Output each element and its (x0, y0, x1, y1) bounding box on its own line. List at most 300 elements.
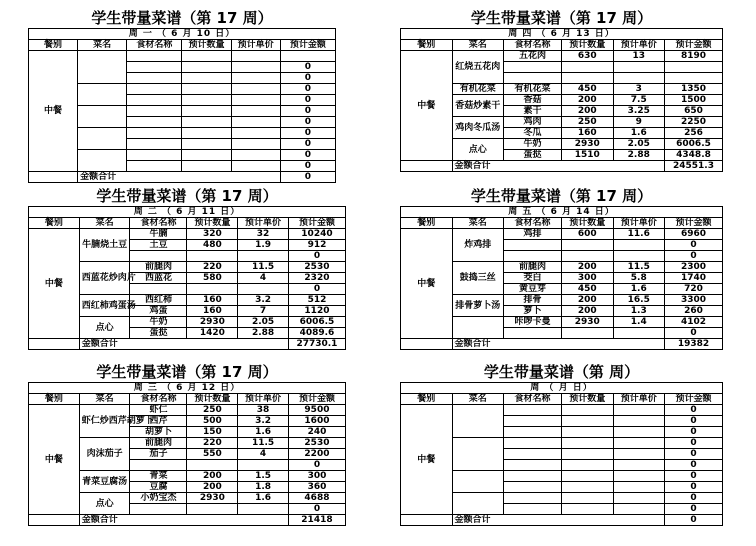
menu-panel-monday (28, 8, 336, 183)
unit-price (613, 405, 665, 416)
dish-name (452, 438, 504, 471)
ingredient-name (127, 84, 182, 95)
ingredient-name: 萝卜 (504, 306, 562, 317)
quantity (561, 449, 613, 460)
ingredient-name (127, 128, 182, 139)
quantity: 250 (187, 405, 238, 416)
column-header: 菜名 (452, 218, 504, 229)
quantity: 2930 (561, 317, 613, 328)
unit-price (231, 117, 280, 128)
quantity (182, 139, 231, 150)
column-header: 预计金额 (665, 218, 723, 229)
column-header: 餐别 (401, 40, 453, 51)
quantity (561, 405, 613, 416)
column-header: 预计数量 (561, 40, 613, 51)
unit-price (613, 482, 665, 493)
amount: 240 (288, 427, 345, 438)
unit-price (231, 128, 280, 139)
ingredient-name: 茭白 (504, 273, 562, 284)
unit-price: 11.6 (613, 229, 665, 240)
quantity: 200 (187, 482, 238, 493)
amount (280, 51, 335, 62)
unit-price (613, 438, 665, 449)
unit-price: 2.05 (238, 317, 289, 328)
quantity: 500 (187, 416, 238, 427)
ingredient-name: 前腿肉 (504, 262, 562, 273)
amount: 0 (280, 161, 335, 172)
ingredient-name (130, 460, 187, 471)
column-header: 餐别 (29, 218, 80, 229)
ingredient-name (127, 73, 182, 84)
unit-price: 3.2 (238, 416, 289, 427)
dish-name (78, 84, 127, 106)
dish-name (78, 128, 127, 150)
amount: 10240 (288, 229, 345, 240)
ingredient-name: 青菜 (130, 471, 187, 482)
column-header: 预计金额 (280, 40, 335, 51)
dish-name: 肉沫茄子 (79, 438, 130, 471)
dish-name (78, 150, 127, 172)
panel-title: 学生带量菜谱（第 17 周） (96, 363, 278, 381)
amount: 3300 (665, 295, 723, 306)
dish-name: 青菜豆腐汤 (79, 471, 130, 493)
column-header: 食材名称 (504, 40, 562, 51)
unit-price: 16.5 (613, 295, 665, 306)
ingredient-name (504, 493, 562, 504)
unit-price (231, 150, 280, 161)
column-header: 食材名称 (504, 394, 562, 405)
dish-name: 西红柿鸡蛋汤 (79, 295, 130, 317)
quantity (561, 460, 613, 471)
quantity: 2930 (561, 139, 613, 150)
ingredient-name (504, 427, 562, 438)
unit-price: 11.5 (238, 262, 289, 273)
amount: 1350 (665, 84, 723, 95)
amount: 2250 (665, 117, 723, 128)
unit-price (231, 139, 280, 150)
unit-price: 4 (238, 273, 289, 284)
quantity: 300 (561, 273, 613, 284)
empty-cell (29, 339, 80, 350)
ingredient-name: 冬瓜 (504, 128, 562, 139)
amount: 0 (665, 460, 723, 471)
empty-cell (401, 515, 453, 526)
ingredient-name: 排骨 (504, 295, 562, 306)
column-header: 预计金额 (288, 218, 345, 229)
ingredient-name: 西蓝花 (130, 273, 187, 284)
ingredient-name: 茄子 (130, 449, 187, 460)
amount: 1600 (288, 416, 345, 427)
quantity (187, 504, 238, 515)
unit-price: 7.5 (613, 95, 665, 106)
unit-price (613, 427, 665, 438)
unit-price (231, 51, 280, 62)
quantity: 450 (561, 84, 613, 95)
ingredient-name (504, 449, 562, 460)
quantity (561, 62, 613, 73)
column-header: 预计数量 (182, 40, 231, 51)
quantity: 200 (561, 306, 613, 317)
unit-price: 3 (613, 84, 665, 95)
dish-name (452, 493, 504, 515)
amount: 2300 (665, 262, 723, 273)
ingredient-name: 蛋挞 (504, 150, 562, 161)
unit-price: 2.88 (238, 328, 289, 339)
total-amount: 21418 (288, 515, 345, 526)
quantity: 200 (561, 295, 613, 306)
quantity: 580 (187, 273, 238, 284)
quantity (561, 416, 613, 427)
unit-price: 3.25 (613, 106, 665, 117)
dish-name: 红烧五花肉 (452, 51, 504, 84)
unit-price (613, 471, 665, 482)
amount: 6006.5 (288, 317, 345, 328)
quantity (561, 504, 613, 515)
total-amount: 27730.1 (288, 339, 345, 350)
ingredient-name (127, 117, 182, 128)
column-header: 菜名 (78, 40, 127, 51)
quantity (182, 117, 231, 128)
column-header: 预计单价 (613, 394, 665, 405)
quantity (561, 73, 613, 84)
quantity (182, 95, 231, 106)
quantity: 250 (561, 117, 613, 128)
meal-cell: 中餐 (401, 229, 453, 339)
table-row (29, 51, 336, 62)
table-row (29, 405, 346, 416)
column-header: 食材名称 (130, 394, 187, 405)
unit-price (613, 62, 665, 73)
table-row (401, 229, 723, 240)
unit-price: 1.6 (238, 493, 289, 504)
menu-table (400, 28, 723, 172)
date-line: 周 五 （ 6 月 14 日） (401, 207, 723, 218)
total-row (29, 172, 336, 183)
ingredient-name: 咔啰卡曼 (504, 317, 562, 328)
quantity (182, 51, 231, 62)
ingredient-name (127, 51, 182, 62)
quantity (187, 251, 238, 262)
meal-cell: 中餐 (29, 229, 80, 339)
date-line: 周 三 （ 6 月 12 日） (29, 383, 346, 394)
quantity: 550 (187, 449, 238, 460)
column-header: 预计数量 (187, 394, 238, 405)
quantity (561, 482, 613, 493)
ingredient-name (504, 73, 562, 84)
total-label: 金额合计 (452, 339, 665, 350)
total-amount: 0 (280, 172, 335, 183)
unit-price (613, 328, 665, 339)
total-amount: 19382 (665, 339, 723, 350)
amount: 6006.5 (665, 139, 723, 150)
quantity (182, 73, 231, 84)
dish-name: 点心 (452, 139, 504, 161)
unit-price (231, 62, 280, 73)
column-header: 菜名 (452, 394, 504, 405)
ingredient-name: 蛋挞 (130, 328, 187, 339)
meal-cell: 中餐 (29, 51, 78, 172)
ingredient-name (127, 62, 182, 73)
amount: 4089.6 (288, 328, 345, 339)
amount: 9500 (288, 405, 345, 416)
quantity: 1510 (561, 150, 613, 161)
amount: 0 (280, 73, 335, 84)
total-row (29, 515, 346, 526)
unit-price (231, 73, 280, 84)
ingredient-name: 豆腐 (130, 482, 187, 493)
dish-name (452, 471, 504, 493)
amount: 256 (665, 128, 723, 139)
amount: 2530 (288, 262, 345, 273)
ingredient-name: 有机花菜 (504, 84, 562, 95)
menu-table (400, 206, 723, 350)
quantity: 480 (187, 240, 238, 251)
amount: 0 (665, 240, 723, 251)
quantity: 320 (187, 229, 238, 240)
amount: 0 (280, 150, 335, 161)
unit-price: 2.05 (613, 139, 665, 150)
column-header: 预计单价 (238, 218, 289, 229)
amount: 1120 (288, 306, 345, 317)
total-amount: 24551.3 (665, 161, 723, 172)
amount: 0 (280, 128, 335, 139)
date-line: 周 四 （ 6 月 13 日） (401, 29, 723, 40)
unit-price: 1.5 (238, 471, 289, 482)
quantity: 220 (187, 262, 238, 273)
unit-price: 9 (613, 117, 665, 128)
quantity: 200 (187, 471, 238, 482)
total-row (401, 339, 723, 350)
amount: 0 (665, 504, 723, 515)
ingredient-name: 素干 (504, 106, 562, 117)
unit-price (613, 449, 665, 460)
total-row (401, 161, 723, 172)
ingredient-name: 虾仁 (130, 405, 187, 416)
unit-price (613, 240, 665, 251)
panel-title: 学生带量菜谱（第 17 周） (470, 9, 653, 27)
ingredient-name (130, 284, 187, 295)
empty-cell (29, 515, 80, 526)
ingredient-name: 牛奶 (504, 139, 562, 150)
amount: 0 (288, 504, 345, 515)
quantity (187, 284, 238, 295)
column-header: 餐别 (401, 218, 453, 229)
ingredient-name: 前腿肉 (130, 438, 187, 449)
amount: 4102 (665, 317, 723, 328)
amount: 912 (288, 240, 345, 251)
ingredient-name: 五花肉 (504, 51, 562, 62)
column-header: 菜名 (79, 218, 130, 229)
menu-table (28, 382, 346, 526)
unit-price: 1.9 (238, 240, 289, 251)
ingredient-name (127, 106, 182, 117)
column-header: 菜名 (79, 394, 130, 405)
unit-price: 38 (238, 405, 289, 416)
dish-name: 香菇炒素干 (452, 95, 504, 117)
table-row (401, 405, 723, 416)
amount: 0 (288, 251, 345, 262)
dish-name (452, 317, 504, 339)
dish-name: 牛腩烧土豆 (79, 229, 130, 262)
total-label: 金额合计 (79, 339, 288, 350)
quantity: 160 (187, 295, 238, 306)
dish-name: 炸鸡排 (452, 229, 504, 262)
quantity: 600 (561, 229, 613, 240)
quantity: 200 (561, 106, 613, 117)
ingredient-name (504, 240, 562, 251)
total-label: 金额合计 (78, 172, 281, 183)
quantity: 2930 (187, 317, 238, 328)
column-header: 预计金额 (665, 394, 723, 405)
quantity: 160 (561, 128, 613, 139)
quantity: 200 (561, 262, 613, 273)
total-label: 金额合计 (452, 161, 665, 172)
unit-price: 4 (238, 449, 289, 460)
total-row (401, 515, 723, 526)
quantity (561, 240, 613, 251)
column-header: 预计数量 (187, 218, 238, 229)
dish-name: 有机花菜 (452, 84, 504, 95)
dish-name: 虾仁炒西芹胡萝卜 (79, 405, 130, 438)
ingredient-name (504, 416, 562, 427)
ingredient-name (504, 62, 562, 73)
ingredient-name (504, 438, 562, 449)
amount: 0 (665, 482, 723, 493)
unit-price: 1.6 (613, 128, 665, 139)
panel-title: 学生带量菜谱（第 17 周） (91, 9, 273, 27)
amount: 0 (280, 62, 335, 73)
unit-price: 7 (238, 306, 289, 317)
amount: 0 (665, 438, 723, 449)
table-row (29, 229, 346, 240)
ingredient-name (504, 471, 562, 482)
ingredient-name: 牛腩 (130, 229, 187, 240)
unit-price: 1.6 (238, 427, 289, 438)
ingredient-name (127, 95, 182, 106)
ingredient-name: 前腿肉 (130, 262, 187, 273)
menu-panel-friday (400, 186, 723, 350)
menu-table (28, 206, 346, 350)
unit-price (231, 106, 280, 117)
ingredient-name: 鸡蛋 (130, 306, 187, 317)
dish-name: 西蓝花炒肉片 (79, 262, 130, 295)
amount: 300 (288, 471, 345, 482)
column-header: 预计单价 (613, 40, 665, 51)
ingredient-name (504, 405, 562, 416)
panel-title: 学生带量菜谱（第 周） (483, 363, 640, 381)
quantity: 160 (187, 306, 238, 317)
ingredient-name: 土豆 (130, 240, 187, 251)
menu-table (28, 28, 336, 183)
empty-cell (29, 172, 78, 183)
quantity (561, 471, 613, 482)
quantity: 1420 (187, 328, 238, 339)
column-header: 食材名称 (127, 40, 182, 51)
amount: 1740 (665, 273, 723, 284)
amount: 360 (288, 482, 345, 493)
unit-price (231, 161, 280, 172)
quantity (561, 251, 613, 262)
unit-price: 11.5 (613, 262, 665, 273)
unit-price: 1.3 (613, 306, 665, 317)
amount (665, 73, 723, 84)
menu-panel-thursday (400, 8, 723, 172)
dish-name: 排骨萝卜汤 (452, 295, 504, 317)
column-header: 菜名 (452, 40, 504, 51)
unit-price: 3.2 (238, 295, 289, 306)
total-label: 金额合计 (452, 515, 665, 526)
quantity (182, 161, 231, 172)
unit-price (238, 284, 289, 295)
amount: 0 (665, 251, 723, 262)
quantity: 630 (561, 51, 613, 62)
unit-price (613, 460, 665, 471)
amount: 0 (665, 427, 723, 438)
dish-name (78, 51, 127, 84)
unit-price (238, 251, 289, 262)
amount: 512 (288, 295, 345, 306)
panel-title: 学生带量菜谱（第 17 周） (96, 187, 278, 205)
column-header: 食材名称 (130, 218, 187, 229)
ingredient-name (130, 251, 187, 262)
ingredient-name (504, 251, 562, 262)
date-line: 周 二 （ 6 月 11 日） (29, 207, 346, 218)
dish-name: 点心 (79, 493, 130, 515)
amount: 0 (665, 493, 723, 504)
empty-cell (401, 339, 453, 350)
unit-price (613, 251, 665, 262)
date-line: 周 一 （ 6 月 10 日） (29, 29, 336, 40)
ingredient-name: 香菇 (504, 95, 562, 106)
amount: 0 (280, 139, 335, 150)
column-header: 预计单价 (231, 40, 280, 51)
quantity (187, 460, 238, 471)
ingredient-name: 小奶宝杰 (130, 493, 187, 504)
column-header: 餐别 (401, 394, 453, 405)
menu-panel-tuesday (28, 186, 346, 350)
quantity (182, 62, 231, 73)
quantity: 220 (187, 438, 238, 449)
dish-name: 鸡肉冬瓜汤 (452, 117, 504, 139)
quantity: 150 (187, 427, 238, 438)
total-amount: 0 (665, 515, 723, 526)
column-header: 预计金额 (665, 40, 723, 51)
unit-price: 11.5 (238, 438, 289, 449)
meal-cell: 中餐 (29, 405, 80, 515)
quantity (561, 438, 613, 449)
amount: 0 (665, 405, 723, 416)
unit-price (613, 493, 665, 504)
menu-panel-wednesday (28, 362, 346, 526)
amount: 6960 (665, 229, 723, 240)
unit-price (231, 84, 280, 95)
ingredient-name (504, 460, 562, 471)
date-line: 周 （ 月 日） (401, 383, 723, 394)
ingredient-name (504, 504, 562, 515)
amount: 720 (665, 284, 723, 295)
unit-price: 1.4 (613, 317, 665, 328)
quantity: 200 (561, 95, 613, 106)
unit-price (613, 504, 665, 515)
column-header: 预计数量 (561, 218, 613, 229)
quantity: 450 (561, 284, 613, 295)
column-header: 预计数量 (561, 394, 613, 405)
amount: 0 (665, 471, 723, 482)
quantity (182, 84, 231, 95)
unit-price: 32 (238, 229, 289, 240)
amount: 2530 (288, 438, 345, 449)
dish-name: 鼓捣三丝 (452, 262, 504, 295)
